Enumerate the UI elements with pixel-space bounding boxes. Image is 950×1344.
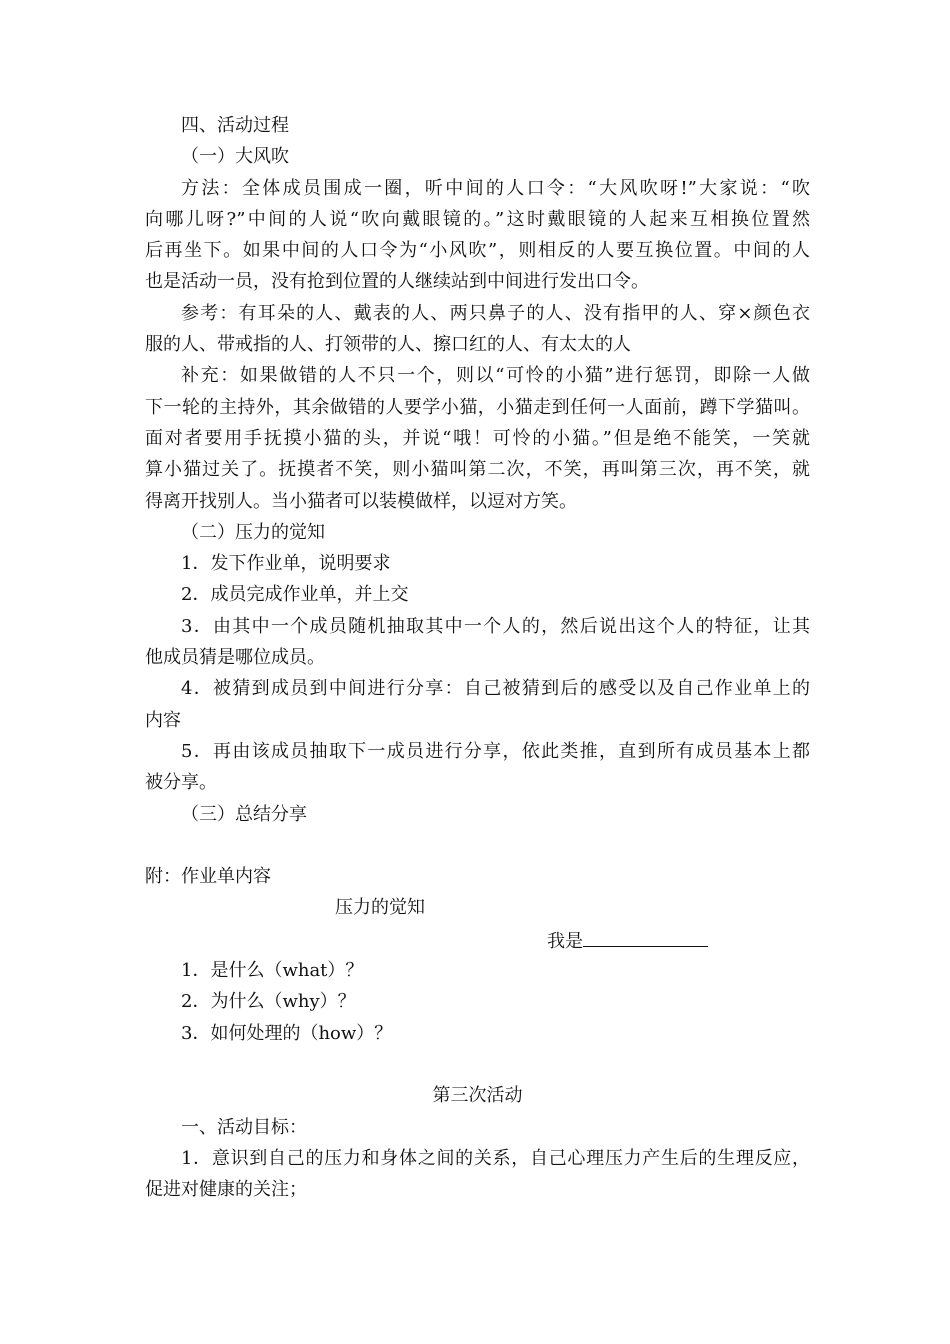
paragraph-line: 面对者要用手抚摸小猫的头，并说“哦！可怜的小猫。”但是绝不能笑，一笑就 [145,427,810,449]
subsection-title: （三）总结分享 [181,803,307,825]
paragraph-line: 促进对健康的关注； [145,1179,307,1201]
paragraph-line: 后再坐下。如果中间的人口令为“小风吹”，则相反的人要互换位置。中间的人 [145,240,810,262]
paragraph-line: 下一轮的主持外，其余做错的人要学小猫，小猫走到任何一人面前，蹲下学猫叫。 [145,396,810,418]
spacer [145,830,810,861]
subsection-title: （一）大风吹 [181,146,289,168]
list-item-continued: 被分享。 [145,772,217,794]
list-item: 3．由其中一个成员随机抽取其中一个人的，然后说出这个人的特征，让其 [181,615,810,637]
paragraph-line: 1．意识到自己的压力和身体之间的关系，自己心理压力产生后的生理反应， [181,1147,810,1169]
form-question: 1．是什么（what）？ [181,960,364,982]
paragraph-line: 也是活动一员，没有抢到位置的人继续站到中间进行发出口令。 [145,271,649,293]
subsection-title: （二）压力的觉知 [181,521,325,543]
document-page [145,110,810,1205]
form-question: 2．为什么（why）？ [181,991,356,1013]
paragraph-line: 参考：有耳朵的人、戴表的人、两只鼻子的人、没有指甲的人、穿×颜色衣 [181,302,810,324]
appendix-label: 附：作业单内容 [145,866,271,888]
name-blank-line [583,924,708,947]
form-title: 压力的觉知 [335,897,425,919]
spacer [145,1049,810,1080]
list-item: 1．发下作业单，说明要求 [181,553,391,575]
section-heading: 一、活动目标： [181,1116,307,1138]
name-field-row [145,924,810,955]
paragraph-line: 得离开找别人。当小猫者可以装模做样，以逗对方笑。 [145,490,577,512]
paragraph-line: 方法：全体成员围成一圈，听中间的人口令：“大风吹呀!”大家说：“吹 [181,177,810,199]
section-heading: 四、活动过程 [181,115,289,136]
form-question: 3．如何处理的（how）？ [181,1022,393,1044]
paragraph-line: 服的人、带戒指的人、打领带的人、擦口红的人、有太太的人 [145,334,631,356]
paragraph-line: 补充：如果做错的人不只一个，则以“可怜的小猫”进行惩罚，即除一人做 [181,365,810,387]
activity-title: 第三次活动 [432,1085,523,1107]
list-item-continued: 他成员猜是哪位成员。 [145,647,325,669]
list-item: 4．被猜到成员到中间进行分享：自己被猜到后的感受以及自己作业单上的 [181,678,810,700]
paragraph-line: 算小猫过关了。抚摸者不笑，则小猫叫第二次，不笑，再叫第三次，再不笑，就 [145,459,810,481]
name-label: 我是 [547,930,583,952]
list-item-continued: 内容 [145,709,181,731]
list-item: 5．再由该成员抽取下一成员进行分享，依此类推，直到所有成员基本上都 [181,740,810,762]
paragraph-line: 向哪儿呀?”中间的人说“吹向戴眼镜的。”这时戴眼镜的人起来互相换位置然 [145,208,810,230]
list-item: 2．成员完成作业单，并上交 [181,584,409,606]
